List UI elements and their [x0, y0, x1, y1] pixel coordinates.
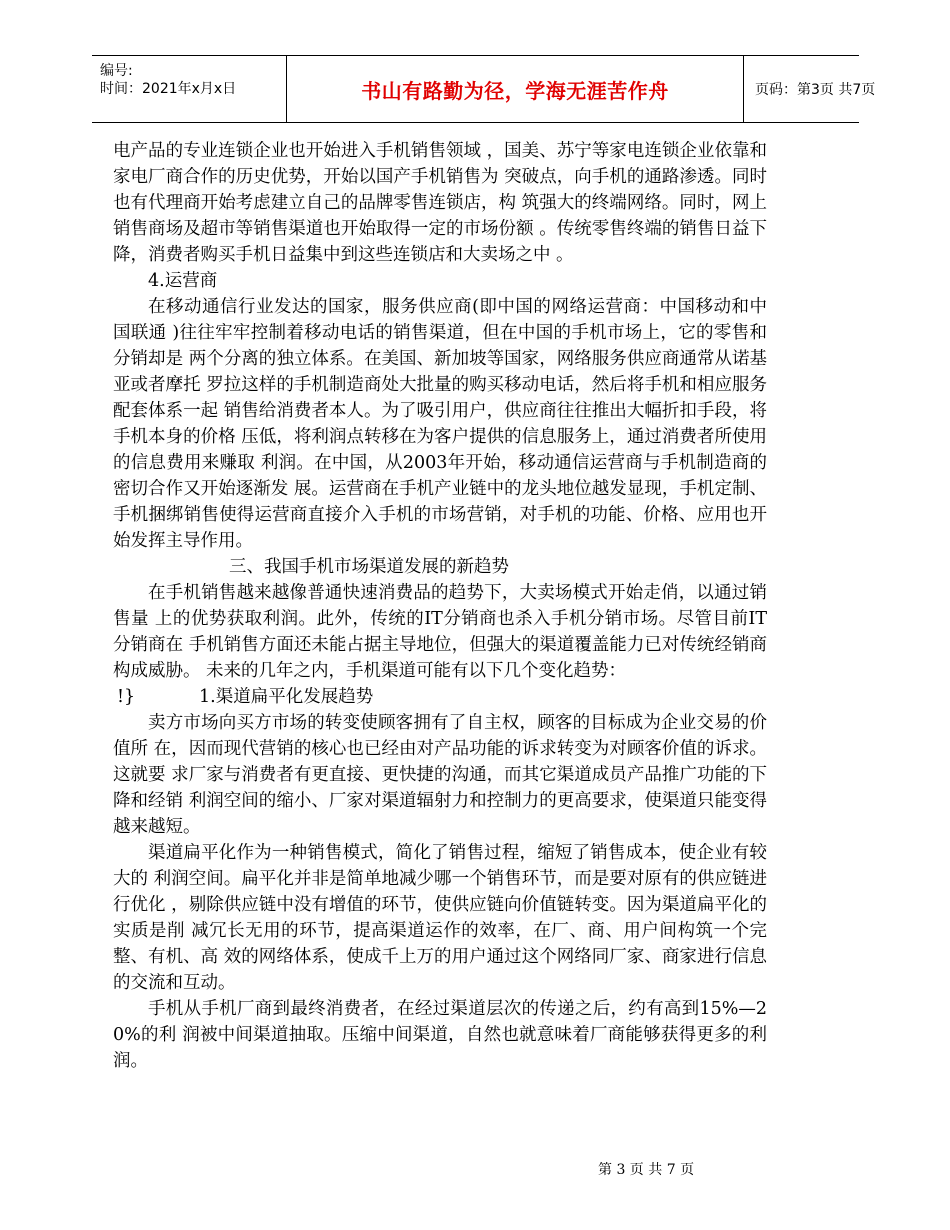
header-meta	[92, 56, 286, 122]
paragraph-trends-intro: 在手机销售越来越像普通快速消费品的趋势下，大卖场模式开始走俏，以通过销售量 上的优势获取利润。此外，传统的IT分销商也杀入手机分销市场。尽管目前IT分销商在 手机销售方面还未能占据主导地位，但强大的渠道覆盖能力已对传统经销商构成威胁。 未来的几年之内，手机渠道可能有以下几个变化趋势：	[113, 583, 767, 681]
paragraph-profit-margin: 手机从手机厂商到最终消费者，在经过渠道层次的传递之后，约有高到15%—20%的利 润被中间渠道抽取。压缩中间渠道，自然也就意味着厂商能够获得更多的利润。	[113, 999, 767, 1071]
document-time-label: 时间：2021年x月x日	[100, 81, 237, 97]
section-heading-operators: 4.运营商	[148, 271, 218, 291]
header-motto-cell	[286, 56, 744, 122]
document-number-label: 编号:	[100, 63, 133, 79]
page-header	[92, 55, 876, 123]
subheading-flattening-title: 1.渠道扁平化发展趋势	[199, 687, 374, 707]
header-motto: 书山有路勤为径，学海无涯苦作舟	[361, 78, 669, 103]
header-page-cell	[743, 56, 876, 122]
page-footer: 第 3 页 共 7 页	[598, 1162, 695, 1178]
subheading-marker: !}	[117, 687, 136, 707]
chapter-heading-trends: 三、我国手机市场渠道发展的新趋势	[229, 557, 509, 577]
subheading-flattening	[113, 684, 767, 710]
paragraph-buyer-market: 卖方市场向买方市场的转变使顾客拥有了自主权，顾客的目标成为企业交易的价值所 在，因而现代营销的核心也已经由对产品功能的诉求转变为对顾客价值的诉求。这就要 求厂家与消费者有更直接、更快捷的沟通，而其它渠道成员产品推广功能的下降和经销 利润空间的缩小、厂家对渠道辐射力和控制力的更高要求，使渠道只能变得越来越短。	[113, 713, 767, 837]
header-page-info: 页码：第3页 共7页	[755, 82, 876, 98]
paragraph-operators: 在移动通信行业发达的国家，服务供应商(即中国的网络运营商：中国移动和中国联通 )往往牢牢控制着移动电话的销售渠道，但在中国的手机市场上，它的零售和分销却是 两个分离的独立体系。在美国、新加坡等国家，网络服务供应商通常从诺基亚或者摩托 罗拉这样的手机制造商处大批量的购买移动电话，然后将手机和相应服务配套体系一起 销售给消费者本人。为了吸引用户，供应商往往推出大幅折扣手段，将手机本身的价格 压低，将利润点转移在为客户提供的信息服务上，通过消费者所使用的信息费用来赚取 利润。在中国，从2003年开始，移动通信运营商与手机制造商的密切合作又开始逐渐发 展。运营商在手机产业链中的龙头地位越发显现，手机定制、手机捆绑销售使得运营商直接介入手机的市场营销，对手机的功能、价格、应用也开始发挥主导作用。	[113, 297, 767, 551]
paragraph-retail-chains: 电产品的专业连锁企业也开始进入手机销售领域 ，国美、苏宁等家电连锁企业依靠和家电厂商合作的历史优势，开始以国产手机销售为 突破点，向手机的通路渗透。同时也有代理商开始考虑建立自己的品牌零售连锁店，构 筑强大的终端网络。同时，网上销售商场及超市等销售渠道也开始取得一定的市场份额 。传统零售终端的销售日益下降，消费者购买手机日益集中到这些连锁店和大卖场之中 。	[113, 141, 767, 265]
paragraph-flattening-model: 渠道扁平化作为一种销售模式，简化了销售过程，缩短了销售成本，使企业有较大的 利润空间。扁平化并非是简单地减少哪一个销售环节，而是要对原有的供应链进行优化 ，剔除供应链中没有增值的环节，使供应链向价值链转变。因为渠道扁平化的实质是削 减冗长无用的环节，提高渠道运作的效率，在厂、商、用户间构筑一个完整、有机、高 效的网络体系，使成千上万的用户通过这个网络同厂家、商家进行信息的交流和互动。	[113, 843, 767, 993]
document-body	[113, 138, 767, 1074]
